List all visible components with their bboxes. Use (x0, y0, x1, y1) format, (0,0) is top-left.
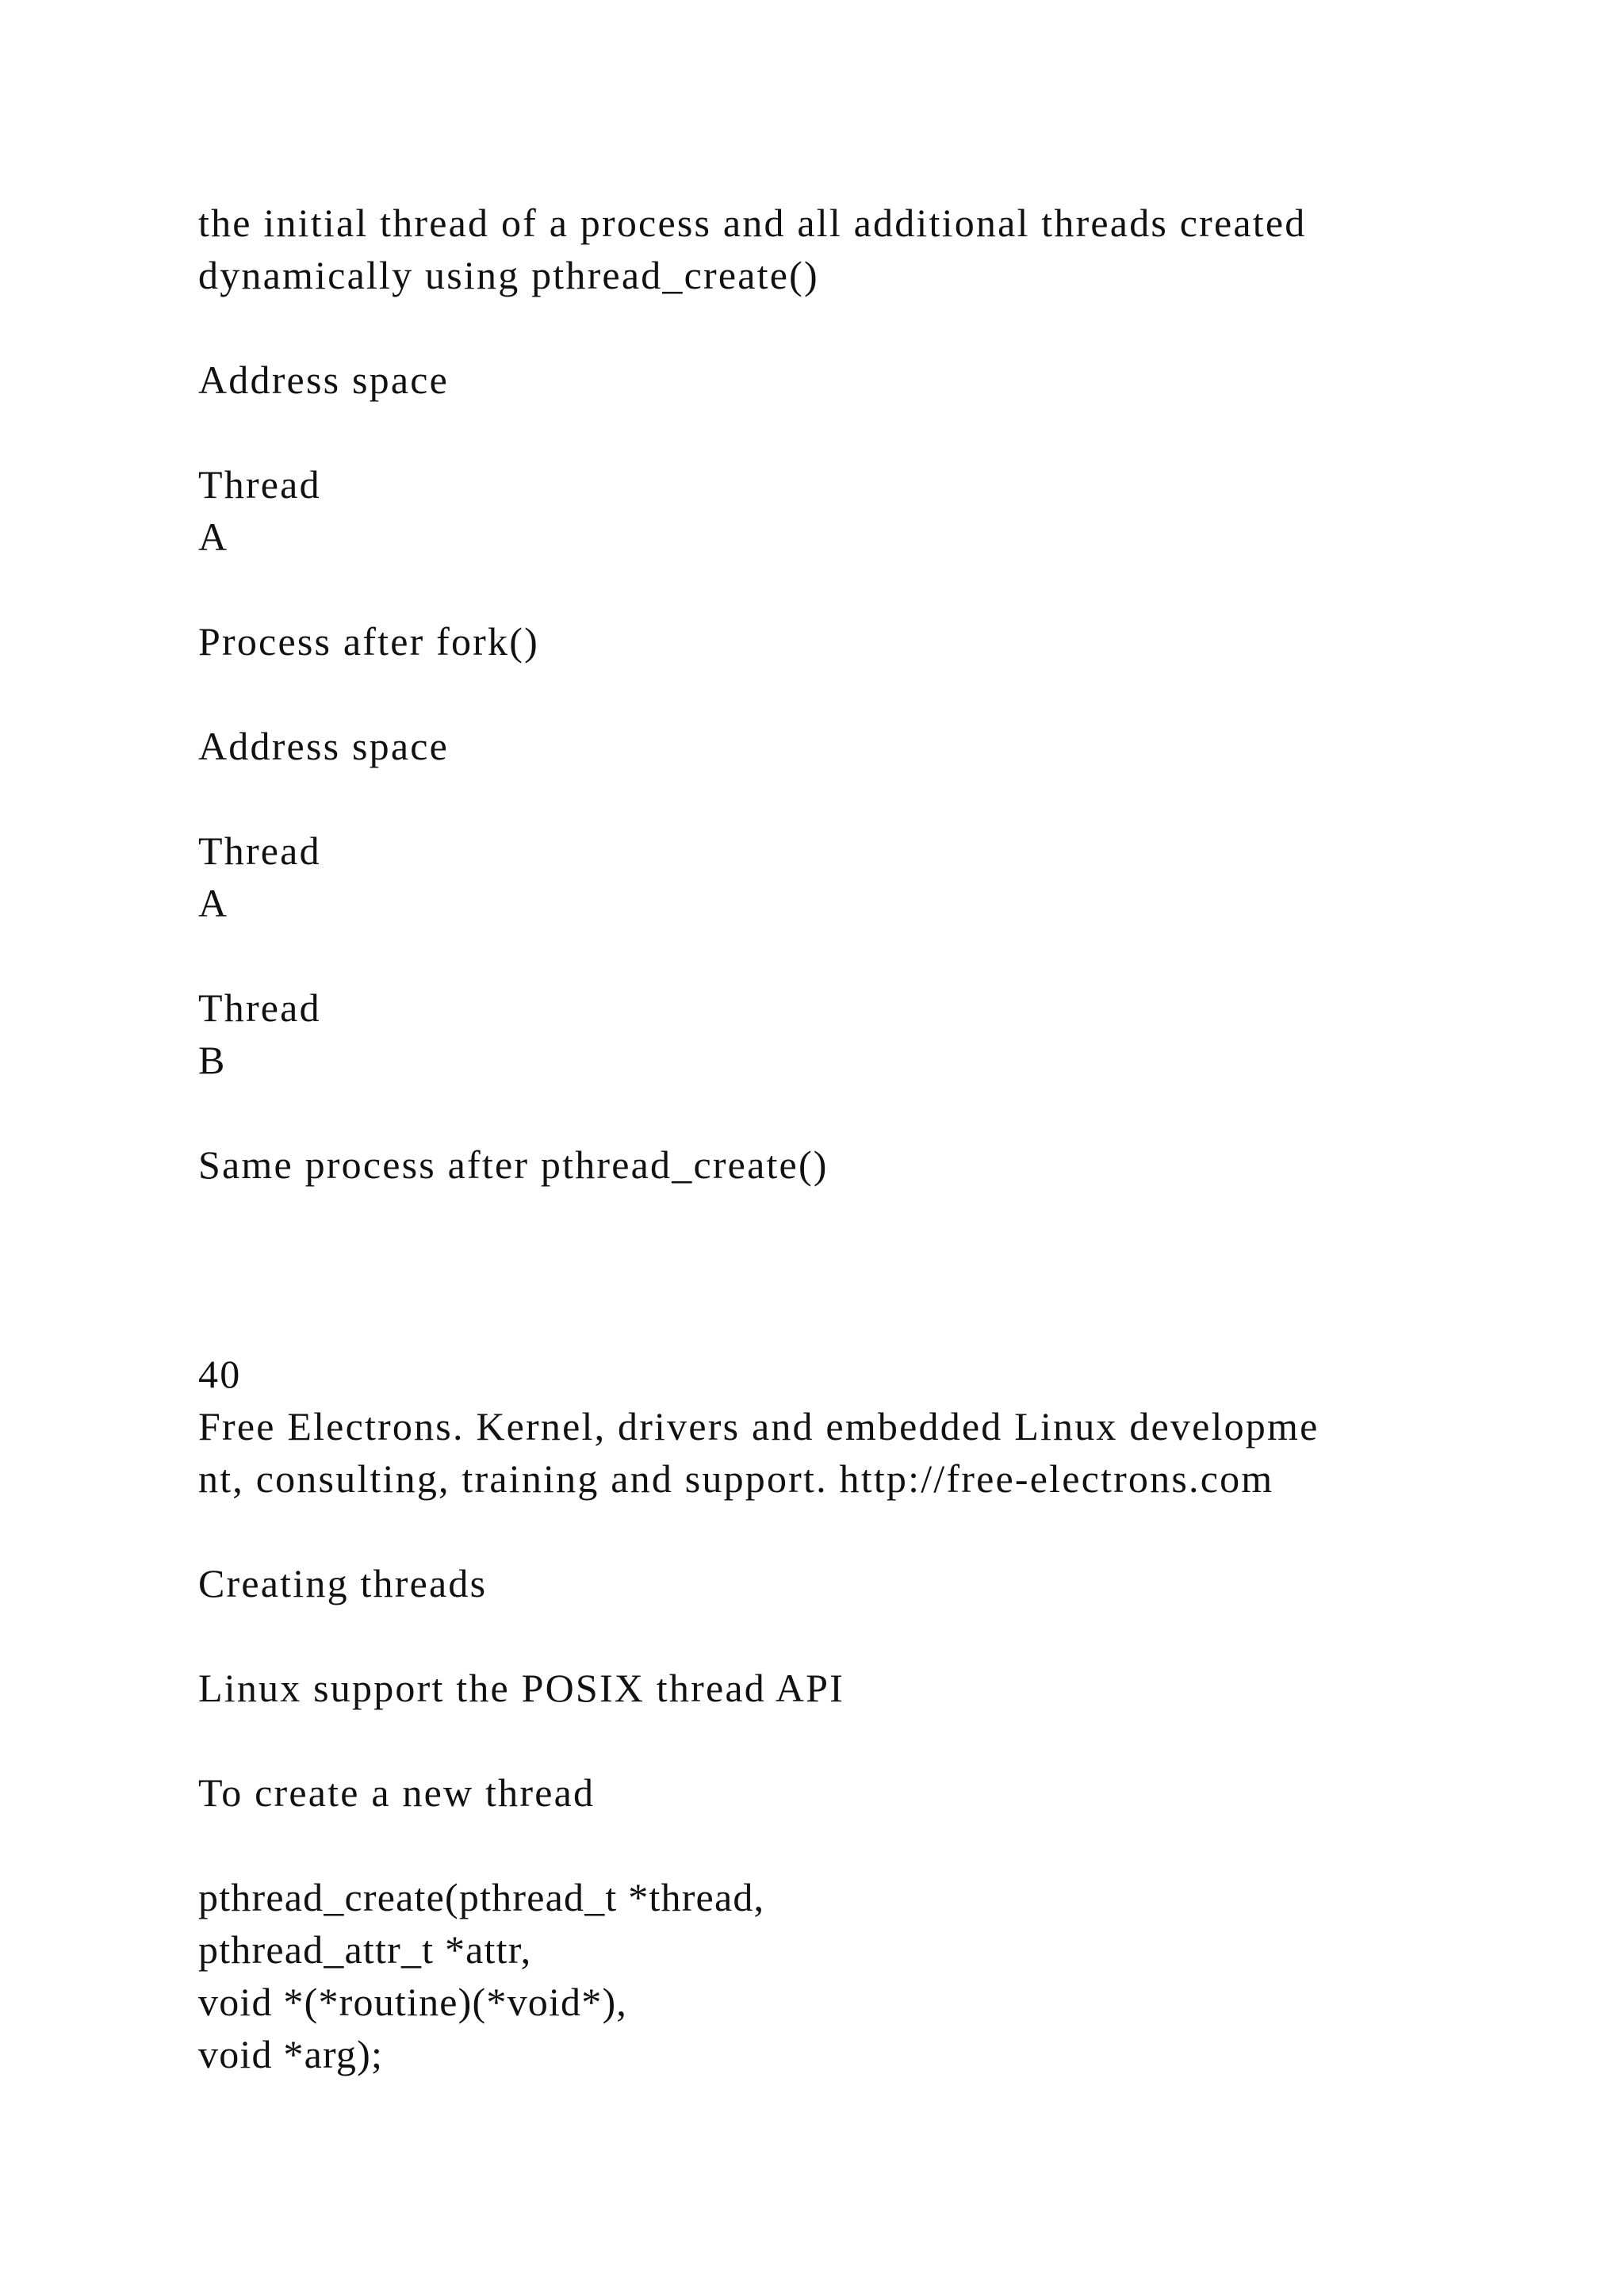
text-line: A (198, 881, 229, 925)
page-number: 40 (198, 1352, 242, 1396)
code-line: void *arg); (198, 2032, 384, 2076)
footer-line: nt, consulting, training and support. http://free-electrons.com (198, 1456, 1274, 1501)
text-line: Thread (198, 985, 321, 1030)
text-line: the initial thread of a process and all additional threads created (198, 201, 1307, 245)
text-line: dynamically using pthread_create() (198, 253, 819, 297)
code-line: pthread_attr_t *attr, (198, 1927, 532, 1972)
text-line: To create a new thread (198, 1770, 596, 1815)
text-line: A (198, 515, 229, 559)
code-line: pthread_create(pthread_t *thread, (198, 1875, 765, 1919)
text-line: Process after fork() (198, 619, 539, 664)
text-line: Thread (198, 462, 321, 507)
footer-line: Free Electrons. Kernel, drivers and embedded Linux developme (198, 1404, 1320, 1448)
text-line: Address space (198, 358, 450, 402)
code-line: void *(*routine)(*void*), (198, 1980, 628, 2024)
text-line: Thread (198, 828, 321, 873)
text-line: Linux support the POSIX thread API (198, 1666, 845, 1710)
text-line: Same process after pthread_create() (198, 1142, 829, 1187)
text-line: Address space (198, 724, 450, 768)
slide-title: Creating threads (198, 1561, 488, 1605)
text-line: B (198, 1038, 227, 1082)
